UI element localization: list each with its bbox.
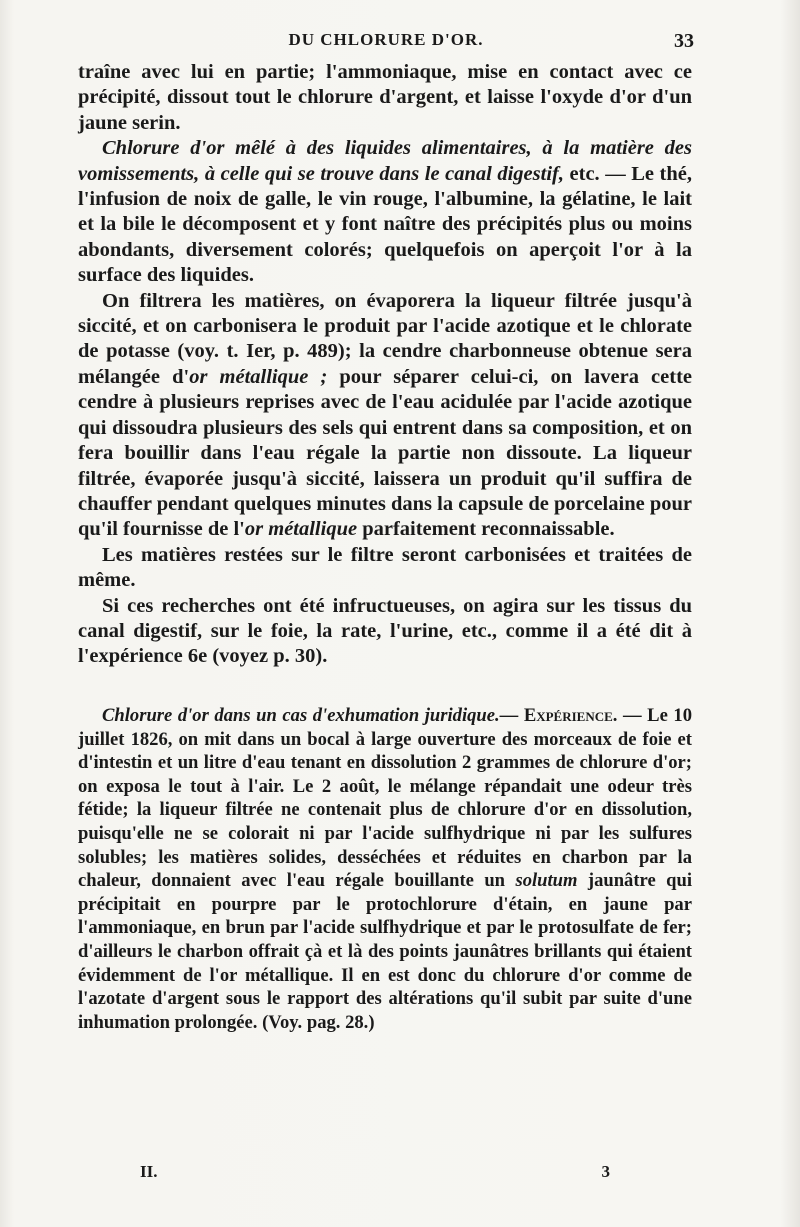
paragraph-liquides-alimentaires: Chlorure d'or mêlé à des liquides alimentaires, à la matière des vomissements, à celle qui se trouve dans le canal digestif, etc. — Le thé, l'infusion de noix de galle, le vin rouge, l'albumine, la gélatine, le lait et la bile le décomposent et y font naître des précipités plus ou moins abondants, diversement colorés; quelquefois on aperçoit l'or à la surface des liquides. — [78, 137, 693, 287]
main-text — [78, 60, 692, 670]
experiment-label: — Expérience. — [499, 705, 618, 726]
running-title: DU CHLORURE D'OR. — [288, 30, 484, 49]
paragraph-recherches: Si ces recherches ont été infructueuses, on agira sur les tissus du canal digestif, sur le foie, la rate, l'urine, etc., comme il a été dit à l'expérience 6e (voyez p. 30). — [78, 594, 692, 668]
paragraph-procedure: On filtrera les matières, on évaporera la liqueur filtrée jusqu'à siccité, et on carbonisera le produit par l'acide azotique et le chlorate de potasse (voy. t. Ier, p. 489); la cendre charbonneuse obtenue sera mélangée d'or métallique ; pour séparer celui-ci, on lavera cette cendre à plusieurs reprises avec de l'eau acidulée par l'acide azotique qui dissoudra plusieurs des sels qui entrent dans sa composition, et on fera bouillir dans l'eau régale la partie non dissoute. La liqueur filtrée, évaporée jusqu'à siccité, laissera un produit qu'il suffira de chauffer pendant quelques minutes dans la capsule de porcelaine pour qu'il fournisse de l'or métallique parfaitement reconnaissable. — [78, 289, 692, 541]
section-heading: Chlorure d'or mêlé à des liquides alimentaires, à la matière des vomissements, à celle qui se trouve dans le canal digestif, — [78, 137, 692, 185]
page-header — [78, 30, 694, 56]
experiment-text — [78, 704, 692, 1034]
paragraph-filtre: Les matières restées sur le filtre seront carbonisées et traitées de même. — [78, 543, 692, 592]
volume-signature: II. — [140, 1162, 158, 1181]
gathering-signature: 3 — [601, 1162, 610, 1181]
paragraph-continuation: traîne avec lui en partie; l'ammoniaque, mise en contact avec ce précipité, dissout tout le chlorure d'argent, et laisse l'oxyde d'or d'un jaune serin. — [78, 61, 692, 134]
paragraph-exhumation: Chlorure d'or dans un cas d'exhumation juridique.— Expérience. — Le 10 juillet 1826, on mit dans un bocal à large ouverture des morceaux de foie et d'intestin et un litre d'eau tenant en dissolution 2 grammes de chlorure d'or; on exposa le tout à l'air. Le 2 août, le mélange répandait une odeur très fétide; la liqueur filtrée ne contenait plus de chlorure d'or en dissolution, puisqu'elle ne se colorait ni par l'acide sulfhydrique ni par les sulfures solubles; les matières solides, desséchées et réduites en charbon par la chaleur, donnaient avec l'eau régale bouillante un solutum jaunâtre qui précipitait en pourpre par le protochlorure d'étain, en jaune par l'ammoniaque, en brun par l'acide sulfhydrique et par le protosulfate de fer; d'ailleurs le charbon offrait çà et là des points jaunâtres brillants qui étaient évidemment de l'or métallique. Il en est donc du chlorure d'or comme de l'azotate d'argent sous le rapport des altérations qu'il subit par suite d'une inhumation prolongée. (Voy. pag. 28.) — [78, 705, 692, 1033]
experiment-heading: Chlorure d'or dans un cas d'exhumation juridique. — [102, 705, 500, 726]
page-number: 33 — [674, 30, 694, 52]
page-footer — [140, 1162, 610, 1186]
